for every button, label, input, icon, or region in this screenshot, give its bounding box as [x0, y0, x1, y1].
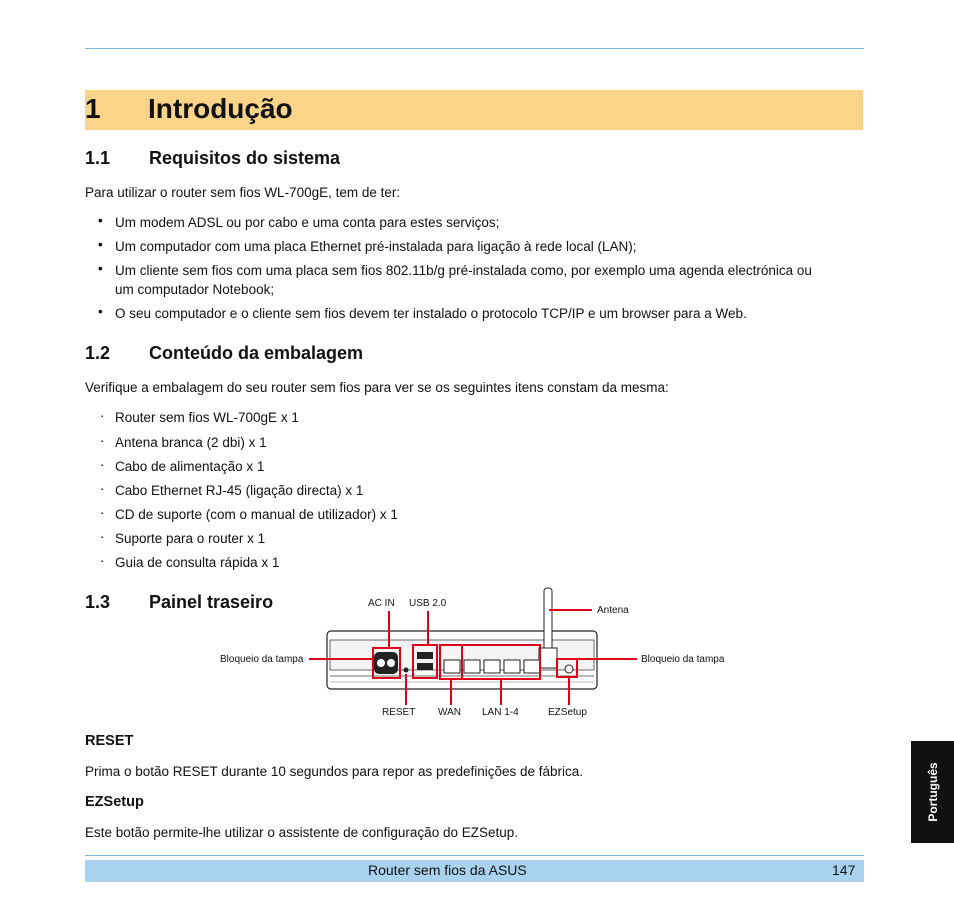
section-1-3-title: Painel traseiro — [149, 592, 274, 612]
requirement-item: Um modem ADSL ou por cabo e uma conta para estes serviços; — [115, 215, 500, 230]
label-antenna: Antena — [597, 605, 629, 616]
chapter-number: 1 — [85, 93, 101, 124]
language-tab — [911, 741, 954, 843]
bullet: · — [100, 529, 105, 544]
ezsetup-button-icon — [565, 665, 573, 673]
package-item: Router sem fios WL-700gE x 1 — [115, 410, 299, 425]
package-item: Guia de consulta rápida x 1 — [115, 555, 280, 570]
requirement-item: Um cliente sem fios com uma placa sem fios 802.11b/g pré-instalada como, por exemplo uma agenda electrónica ou — [115, 263, 812, 278]
bullet: · — [100, 457, 105, 472]
ezsetup-heading: EZSetup — [85, 794, 144, 810]
label-ezsetup: EZSetup — [548, 707, 587, 718]
package-item: CD de suporte (com o manual de utilizador) x 1 — [115, 507, 398, 522]
bullet: · — [100, 505, 105, 520]
bullet: • — [98, 213, 103, 228]
section-1-1-number: 1.1 — [85, 148, 111, 168]
bullet: • — [98, 261, 103, 276]
label-lock-right: Bloqueio da tampa — [641, 654, 725, 665]
label-lock-left: Bloqueio da tampa — [220, 654, 304, 665]
label-ac-in: AC IN — [368, 598, 395, 609]
bullet: • — [98, 304, 103, 319]
language-tab-label: Português — [925, 762, 940, 822]
reset-text: Prima o botão RESET durante 10 segundos para repor as predefinições de fábrica. — [85, 764, 584, 779]
bullet: · — [100, 481, 105, 496]
section-1-2-intro: Verifique a embalagem do seu router sem fios para ver se os seguintes itens constam da mesma: — [85, 380, 669, 395]
bullet: · — [100, 408, 105, 423]
page-number: 147 — [832, 862, 856, 878]
section-1-2-title: Conteúdo da embalagem — [149, 343, 364, 363]
requirement-item: O seu computador e o cliente sem fios devem ter instalado o protocolo TCP/IP e um browser para a Web. — [115, 306, 747, 321]
antenna-icon — [539, 588, 557, 668]
label-lan: LAN 1-4 — [482, 707, 519, 718]
ezsetup-text: Este botão permite-lhe utilizar o assistente de configuração do EZSetup. — [85, 825, 518, 840]
bullet: • — [98, 237, 103, 252]
requirement-item-continuation: um computador Notebook; — [115, 282, 275, 297]
footer-title: Router sem fios da ASUS — [368, 862, 527, 878]
bullet: · — [100, 433, 105, 448]
requirement-item: Um computador com uma placa Ethernet pré-instalada para ligação à rede local (LAN); — [115, 239, 637, 254]
package-item: Cabo de alimentação x 1 — [115, 459, 265, 474]
footer-rule — [85, 855, 864, 856]
reset-button-icon — [404, 668, 409, 673]
label-reset: RESET — [382, 707, 416, 718]
bullet: · — [100, 553, 105, 568]
section-1-2-number: 1.2 — [85, 343, 111, 363]
ac-power-port-icon — [374, 652, 398, 674]
section-1-3-number: 1.3 — [85, 592, 111, 612]
package-item: Antena branca (2 dbi) x 1 — [115, 435, 267, 450]
reset-heading: RESET — [85, 733, 134, 749]
section-1-1-intro: Para utilizar o router sem fios WL-700gE, tem de ter: — [85, 185, 401, 200]
chapter-title: Introdução — [148, 93, 293, 124]
label-wan: WAN — [438, 707, 461, 718]
section-1-1-title: Requisitos do sistema — [149, 148, 341, 168]
package-item: Suporte para o router x 1 — [115, 531, 266, 546]
ethernet-ports-icon — [444, 660, 540, 673]
package-item: Cabo Ethernet RJ-45 (ligação directa) x 1 — [115, 483, 364, 498]
label-usb: USB 2.0 — [409, 598, 447, 609]
